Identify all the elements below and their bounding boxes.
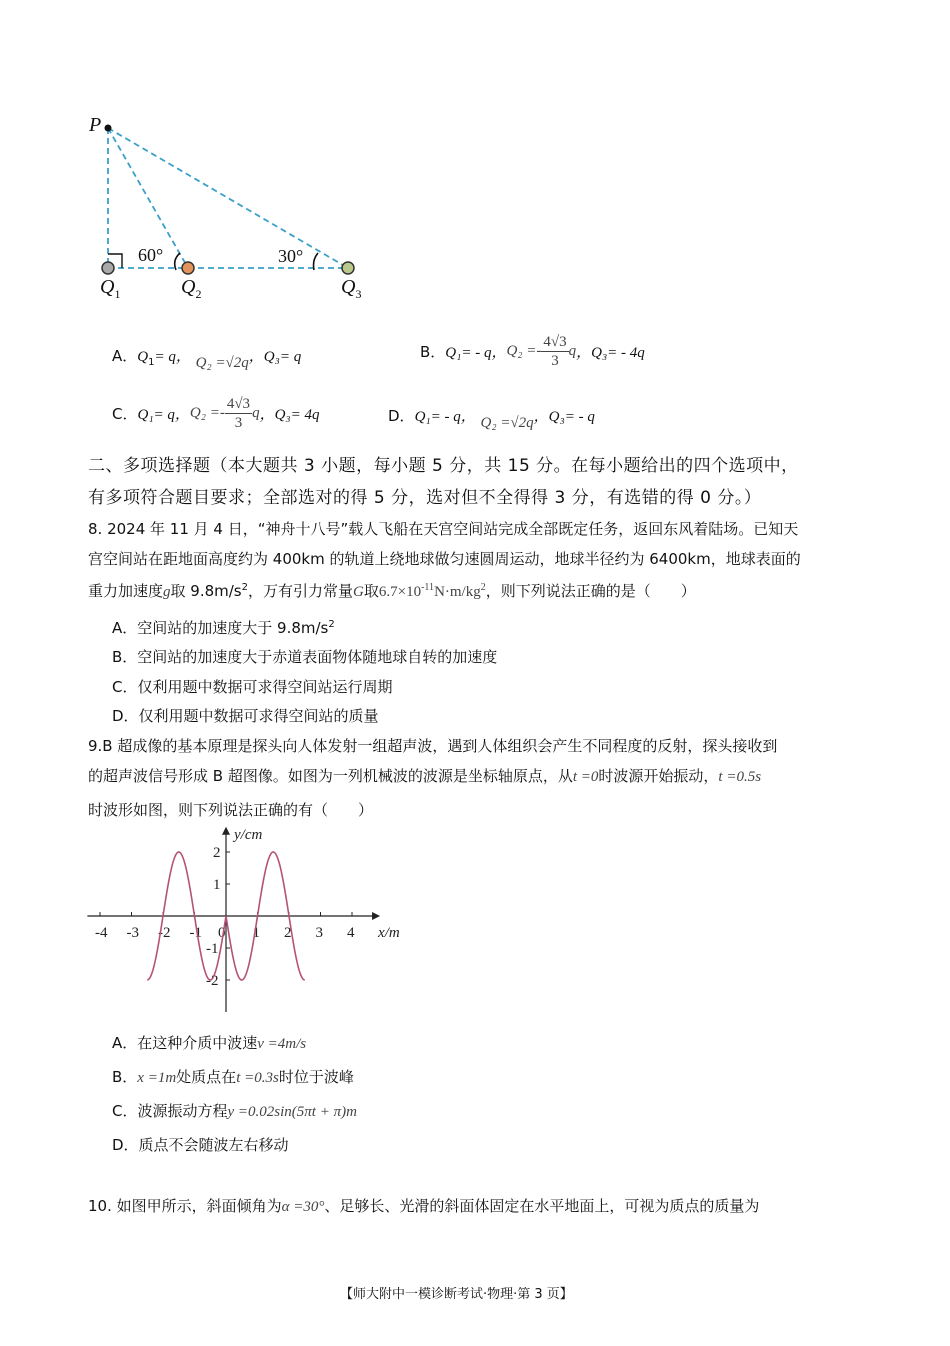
q7-option-c: C． Q₁= q， Q₂ =- $\frac{4√3}{3}$ q ，Q₃= 4q (112, 396, 320, 431)
x-axis-label: x/m (378, 925, 400, 941)
q9-option-c: C．波源振动方程y =0.02sin(5πt + π)m (112, 1102, 357, 1120)
charge-q1 (102, 262, 114, 274)
q10-line1: 10. 如图甲所示，斜面倾角为α =30°、足够长、光滑的斜面体固定在水平地面上，可视为质点的质量为 (88, 1197, 760, 1215)
label-60: 60° (138, 245, 164, 265)
x-tick-label: 3 (315, 925, 323, 941)
y-tick-label: -1 (206, 941, 219, 957)
q8-line1: 8. 2024 年 11 月 4 日，“神舟十八号”载人飞船在天宫空间站完成全部既定任务，返回东风着陆场。已知天 (88, 520, 799, 538)
q9-option-d: D．质点不会随波左右移动 (112, 1136, 289, 1154)
q9-line1: 9.B 超成像的基本原理是探头向人体发射一组超声波，遇到人体组织会产生不同程度的反射，探头接收到 (88, 737, 778, 755)
label-q2: $Q_2$ (181, 276, 202, 301)
q7-option-a: A．$Q_1= q$， Q₂ =√2q，Q₃= q (112, 347, 302, 371)
q8-option-b: B．空间站的加速度大于赤道表面物体随地球自转的加速度 (112, 648, 498, 666)
q9-line2: 的超声波信号形成 B 超图像。如图为一列机械波的波源是坐标轴原点，从t =0时波源开始振动，t =0.5s (88, 767, 762, 785)
label-30: 30° (278, 246, 304, 266)
charge-q2 (182, 262, 194, 274)
y-axis-arrow (222, 827, 230, 835)
q7-option-d: D．Q₁= - q， Q₂ =√2q，Q₃= - q (388, 407, 595, 431)
y-axis-label: y/cm (234, 826, 263, 843)
x-tick-label: 2 (284, 925, 292, 941)
page-footer: 【师大附中一模诊断考试·物理·第 3 页】 (340, 1287, 573, 1302)
q9-option-b: B．x =1m处质点在t =0.3s时位于波峰 (112, 1068, 354, 1086)
x-tick-label: -3 (126, 925, 139, 941)
q8-line2: 宫空间站在距地面高度约为 400km 的轨道上绕地球做匀速圆周运动，地球半径约为 6400km，地球表面的 (88, 550, 801, 568)
x-tick-label: 0 (218, 925, 226, 941)
q8-option-c: C．仅利用题中数据可求得空间站运行周期 (112, 678, 393, 696)
charge-triangle-figure (80, 110, 380, 310)
x-tick-label: -2 (158, 925, 171, 941)
fraction-4root3-over-3: $\frac{4√3}{3}$ (543, 334, 567, 369)
section2-heading-line1: 二、多项选择题（本大题共 3 小题，每小题 5 分，共 15 分。在每小题给出的四个选项中， (88, 456, 799, 476)
point-p (105, 125, 112, 132)
x-tick-label: -1 (189, 925, 202, 941)
q9-line3: 时波形如图，则下列说法正确的有（ ） (88, 801, 374, 819)
x-tick-label: 1 (252, 925, 260, 941)
q7-option-b: B． Q₁= - q， Q₂ =- $\frac{4√3}{3}$ q ，Q₃= - 4q (420, 334, 645, 369)
label-p: P (89, 114, 102, 136)
y-tick-label: 1 (213, 877, 221, 893)
x-axis-arrow (372, 912, 380, 920)
q8-option-d: D．仅利用题中数据可求得空间站的质量 (112, 707, 379, 725)
charge-q3 (342, 262, 354, 274)
y-tick-label: 2 (213, 845, 221, 861)
x-tick-label: 4 (347, 925, 355, 941)
label-q1: $Q_1$ (100, 276, 121, 301)
label-q3: $Q_3$ (341, 276, 362, 301)
y-tick-label: -2 (206, 973, 219, 989)
q8-option-a: A．空间站的加速度大于 $9.8m/s^2$ (112, 619, 335, 637)
fraction-4root3-over-3: $\frac{4√3}{3}$ (226, 396, 251, 431)
angle-arc-30 (314, 253, 319, 270)
section2-heading-line2: 有多项符合题目要求；全部选对的得 5 分，选对但不全得得 3 分，有选错的得 0 分。） (88, 488, 762, 508)
wave-chart (80, 818, 420, 1023)
q9-option-a: A．在这种介质中波速v =4m/s (112, 1034, 307, 1052)
x-tick-label: -4 (95, 925, 108, 941)
q8-line3: 重力加速度g取 $9.8m/s^2$，万有引力常量G取$6.7\times 10^{-11}N\cdot m/kg^2$，则下列说法正确的是（ ） (88, 582, 696, 600)
